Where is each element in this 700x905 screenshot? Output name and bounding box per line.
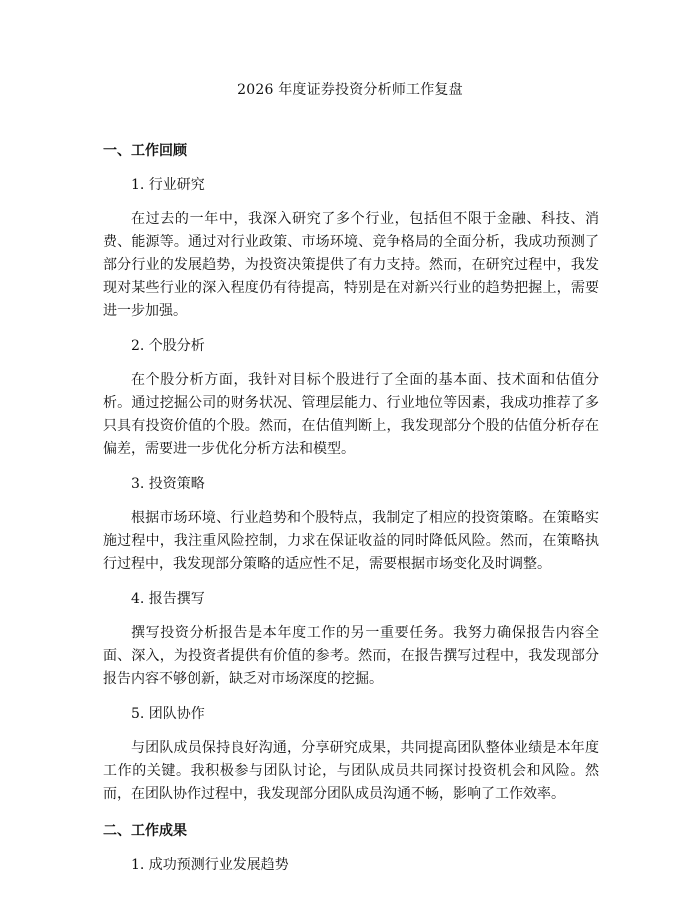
document-title: 2026 年度证券投资分析师工作复盘: [237, 82, 463, 98]
paragraph-team-collaboration: 与团队成员保持良好沟通，分享研究成果，共同提高团队整体业绩是本年度工作的关键。我积极参与团队讨论，与团队成员共同探讨投资机会和风险。然而，在团队协作过程中，我发现部分团队成员沟通不畅，影响了工作效率。: [103, 740, 599, 802]
paragraph-investment-strategy: 根据市场环境、行业趋势和个股特点，我制定了相应的投资策略。在策略实施过程中，我注重风险控制，力求在保证收益的同时降低风险。然而，在策略执行过程中，我发现部分策略的适应性不足，需要根据市场变化及时调整。: [103, 510, 599, 572]
paragraph-industry-research: 在过去的一年中，我深入研究了多个行业，包括但不限于金融、科技、消费、能源等。通过对行业政策、市场环境、竞争格局的全面分析，我成功预测了部分行业的发展趋势，为投资决策提供了有力支持。然而，在研究过程中，我发现对某些行业的深入程度仍有待提高，特别是在对新兴行业的趋势把握上，需要进一步加强。: [103, 211, 599, 319]
subsection-heading-team-collaboration: 5. 团队协作: [131, 706, 205, 722]
subsection-heading-stock-analysis: 2. 个股分析: [131, 338, 205, 354]
document-body: [103, 140, 599, 888]
subsection-heading-investment-strategy: 3. 投资策略: [131, 476, 205, 492]
paragraph-stock-analysis: 在个股分析方面，我针对目标个股进行了全面的基本面、技术面和估值分析。通过挖掘公司的财务状况、管理层能力、行业地位等因素，我成功推荐了多只具有投资价值的个股。然而，在估值判断上，我发现部分个股的估值分析存在偏差，需要进一步优化分析方法和模型。: [103, 372, 599, 457]
section-heading-work-results: 二、工作成果: [103, 823, 187, 839]
subsection-heading-trend-prediction: 1. 成功预测行业发展趋势: [131, 857, 289, 873]
subsection-heading-industry-research: 1. 行业研究: [131, 177, 205, 193]
paragraph-report-writing: 撰写投资分析报告是本年度工作的另一重要任务。我努力确保报告内容全面、深入，为投资者提供有价值的参考。然而，在报告撰写过程中，我发现部分报告内容不够创新，缺乏对市场深度的挖掘。: [103, 625, 599, 687]
subsection-heading-report-writing: 4. 报告撰写: [131, 591, 205, 607]
section-heading-work-review: 一、工作回顾: [103, 143, 187, 159]
